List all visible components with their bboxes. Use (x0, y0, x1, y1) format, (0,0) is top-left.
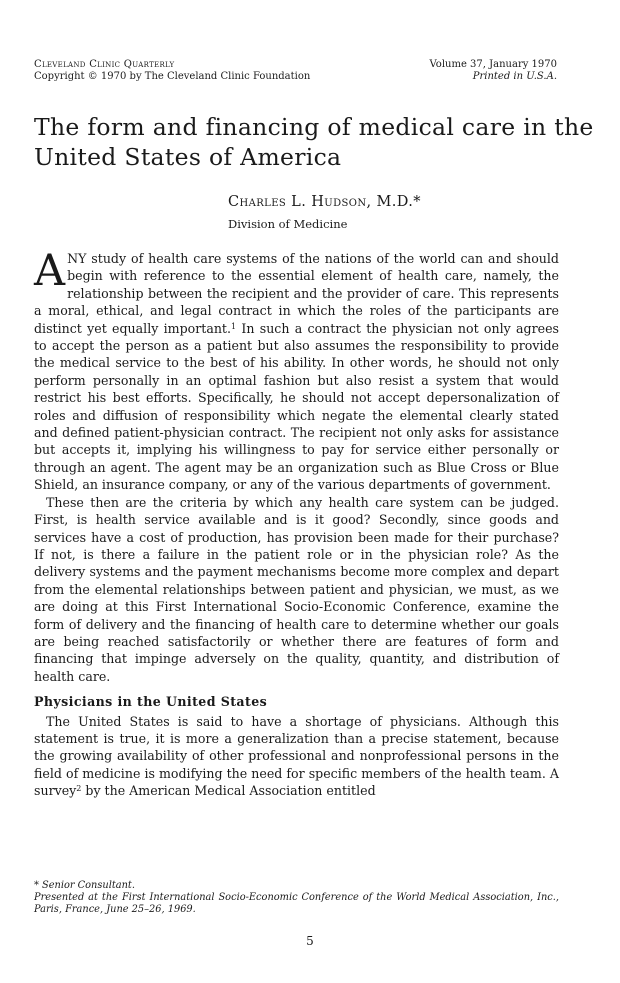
running-header (34, 59, 557, 83)
author-affiliation: Division of Medicine (228, 217, 348, 231)
paragraph-2: These then are the criteria by which any health care system can be judged. First, is health service available and is it good? Secondly, since goods and services have a cost of production, has provision been made for their purchase? If not, is there a failure in the patient role or in the physician role? As the delivery systems and the payment mechanisms become more complex and depart from the elemental relationships between patient and physician, we must, as we are doing at this First International Socio-Economic Conference, examine the form of delivery and the financing of health care to determine whether our goals are being reached satisfactorily or whether there are features of form and financing that impinge adversely on the quality, quantity, and distribution of health care. (34, 494, 559, 684)
drop-cap: A (34, 246, 66, 296)
printed-line: Printed in U.S.A. (472, 71, 557, 82)
copyright-line: Copyright © 1970 by The Cleveland Clinic Foundation (34, 71, 311, 82)
footnote-presented: Presented at the First International Socio-Economic Conference of the World Medical Association, Inc., Paris, France, June 25–26, 1969. (34, 892, 559, 916)
journal-name: Cleveland Clinic Quarterly (34, 59, 175, 70)
reference-1: 1 (231, 321, 237, 331)
header-left (34, 59, 310, 83)
section-heading: Physicians in the United States (34, 694, 268, 710)
footnotes (34, 880, 559, 917)
page-number: 5 (306, 934, 314, 948)
article-body (34, 246, 559, 800)
paragraph-1-text-cont: In such a contract the physician not only agrees to accept the person as a patient but also assumes the responsibility to provide the medical service to the best of his ability. In other words, he should not only perform personally in an optimal fashion but also resist a system that would restrict his best efforts. Specifically, he should not accept depersonalization of roles and diffusion of responsibility which negate the elemental clearly stated and defined patient-physician contract. The recipient not only asks for assistance but accepts it, implying his willingness to pay for service either personally or through an agent. The agent may be an organization such as Blue Cross or Blue Shield, an insurance company, or any of the various departments of government. (34, 320, 559, 493)
footnote-senior-consultant: * Senior Consultant. (34, 880, 135, 891)
paragraph-3 (34, 713, 559, 800)
lead-word: NY (67, 251, 87, 266)
reference-2: 2 (76, 784, 82, 794)
header-right (430, 59, 558, 83)
paragraph-1 (34, 246, 559, 494)
paragraph-3-text-cont: by the American Medical Association entitled (81, 783, 376, 799)
author-name: Charles L. Hudson, M.D.* (228, 194, 421, 210)
paragraph-1-text: study of health care systems of the nations of the world can and should begin with reference to the essential element of health care, namely, the relationship between the recipient and the provider of care. This represents a moral, ethical, and legal contract in which the roles of the participants are distinct yet equally important. (34, 251, 559, 336)
article-title: The form and financing of medical care in the United States of America (34, 113, 594, 171)
paragraph-3-text: The United States is said to have a shortage of physicians. Although this statement is true, it is more a generalization than a precise statement, because the growing availability of other professional and nonprofessional persons in the field of medicine is modifying the need for specific members of the health team. A survey (34, 713, 559, 799)
volume-line: Volume 37, January 1970 (429, 59, 557, 70)
